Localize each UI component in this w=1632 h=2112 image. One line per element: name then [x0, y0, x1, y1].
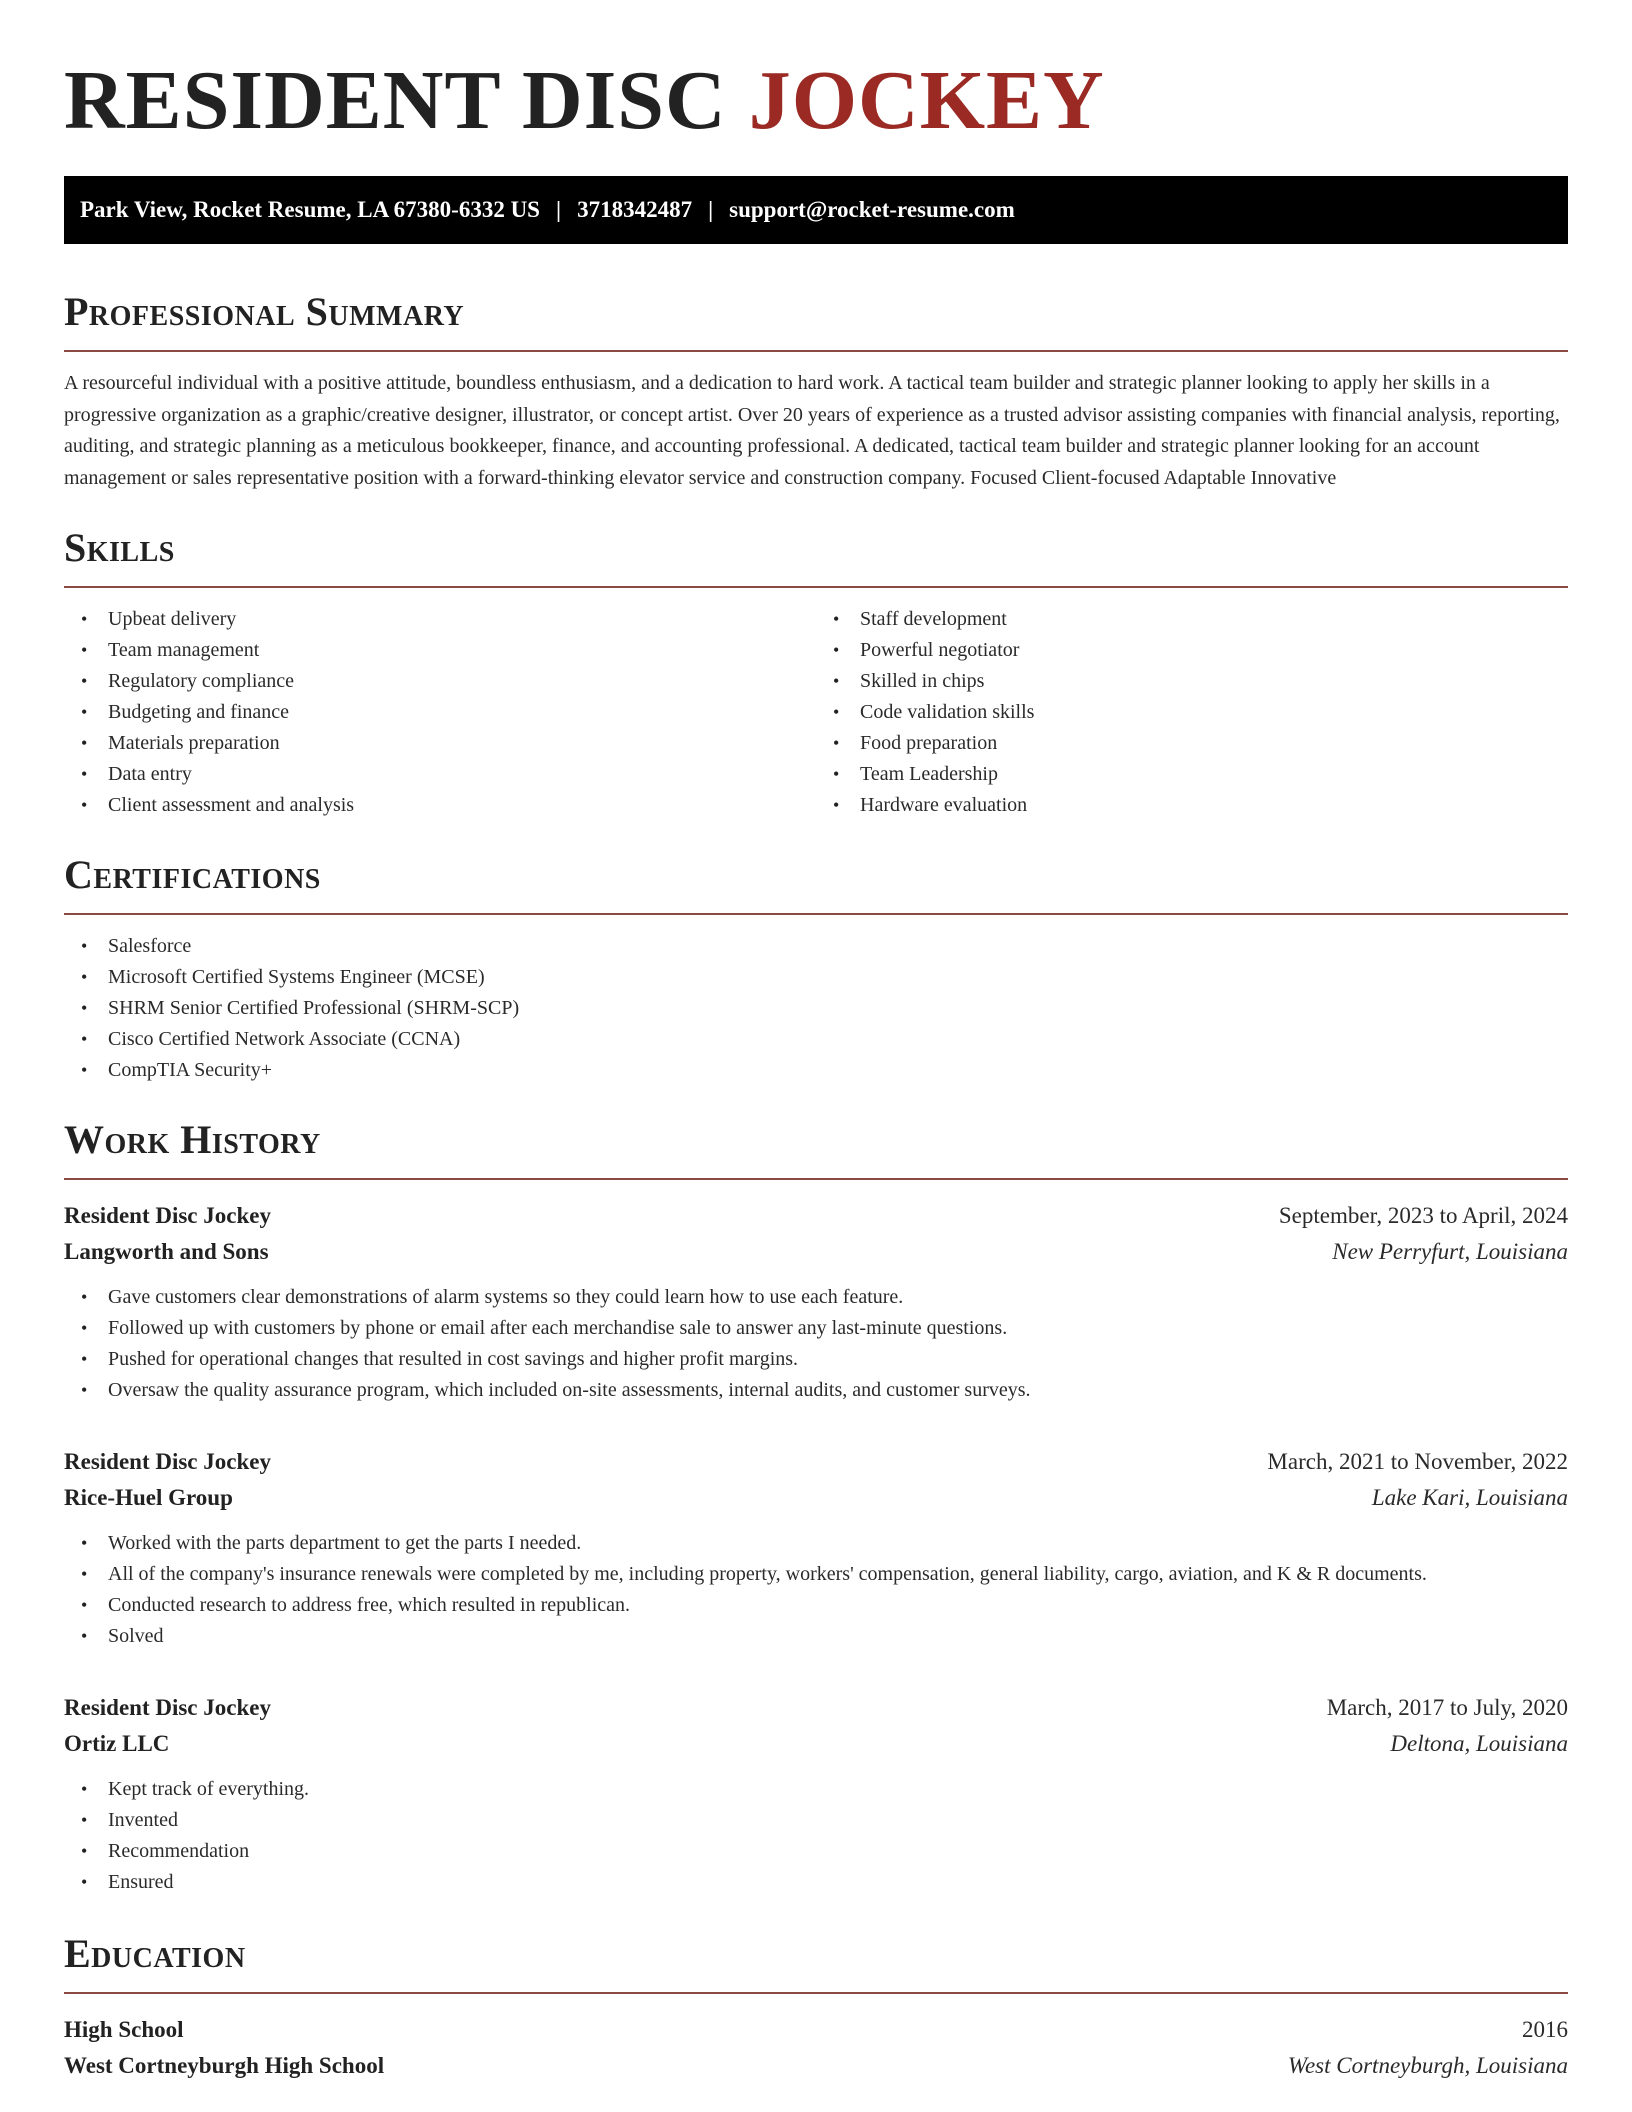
job-company-row: [64, 1480, 1568, 1516]
job-entry: [64, 1444, 1568, 1652]
job-duty: • Ensured: [64, 1867, 1568, 1898]
job-location: New Perryfurt, Louisiana: [1332, 1239, 1568, 1264]
skill-item: • Skilled in chips: [816, 666, 1568, 697]
summary-section: [64, 288, 1568, 494]
job-duties-list: [64, 1528, 1568, 1652]
job-duty: • Solved: [64, 1621, 1568, 1652]
job-location: Lake Kari, Louisiana: [1371, 1485, 1568, 1510]
education-degree-row: [64, 2012, 1568, 2048]
job-company: Rice-Huel Group: [64, 1485, 233, 1510]
certification-item: • CompTIA Security+: [64, 1055, 1568, 1086]
job-dates: September, 2023 to April, 2024: [1278, 1203, 1568, 1228]
job-duties-list: [64, 1774, 1568, 1898]
resume-title: [64, 0, 1568, 176]
job-location: Deltona, Louisiana: [1390, 1731, 1568, 1756]
job-title: Resident Disc Jockey: [64, 1203, 271, 1228]
skills-columns: [64, 604, 1568, 821]
title-main: RESIDENT DISC: [64, 54, 727, 147]
job-company-row: [64, 1726, 1568, 1762]
job-duty: • Recommendation: [64, 1836, 1568, 1867]
job-duties-list: [64, 1282, 1568, 1406]
certification-item: • Microsoft Certified Systems Engineer (MCSE): [64, 962, 1568, 993]
section-heading-work-history: Work History: [64, 1116, 1568, 1180]
contact-bar: [64, 176, 1568, 244]
contact-address: Park View, Rocket Resume, LA 67380-6332 US: [80, 197, 540, 222]
certification-item: • Salesforce: [64, 931, 1568, 962]
job-dates: March, 2021 to November, 2022: [1267, 1449, 1568, 1474]
job-company: Ortiz LLC: [64, 1731, 170, 1756]
education-location: West Cortneyburgh, Louisiana: [1287, 2053, 1568, 2078]
skill-item: • Regulatory compliance: [64, 666, 816, 697]
skill-item: • Materials preparation: [64, 728, 816, 759]
job-entry: [64, 1690, 1568, 1898]
certifications-list: [64, 931, 1568, 1086]
job-title: Resident Disc Jockey: [64, 1695, 271, 1720]
job-header-row: [64, 1198, 1568, 1234]
job-duty: • Kept track of everything.: [64, 1774, 1568, 1805]
skill-item: • Client assessment and analysis: [64, 790, 816, 821]
contact-email: support@rocket-resume.com: [729, 197, 1015, 222]
job-duty: • Invented: [64, 1805, 1568, 1836]
skill-item: • Team management: [64, 635, 816, 666]
job-header-row: [64, 1690, 1568, 1726]
job-entry: [64, 1198, 1568, 1406]
job-duty: • Conducted research to address free, which resulted in republican.: [64, 1590, 1568, 1621]
certification-item: • Cisco Certified Network Associate (CCNA): [64, 1024, 1568, 1055]
contact-phone: 3718342487: [577, 197, 693, 222]
skills-section: [64, 524, 1568, 821]
section-heading-education: Education: [64, 1930, 1568, 1994]
job-duty: • Worked with the parts department to get the parts I needed.: [64, 1528, 1568, 1559]
job-header-row: [64, 1444, 1568, 1480]
job-duty: • Followed up with customers by phone or email after each merchandise sale to answer any last-minute questions.: [64, 1313, 1568, 1344]
job-duty: • Pushed for operational changes that resulted in cost savings and higher profit margins.: [64, 1344, 1568, 1375]
job-title: Resident Disc Jockey: [64, 1449, 271, 1474]
certification-item: • SHRM Senior Certified Professional (SHRM-SCP): [64, 993, 1568, 1024]
job-dates: March, 2017 to July, 2020: [1326, 1695, 1568, 1720]
title-accent: JOCKEY: [748, 54, 1105, 147]
skill-item: • Hardware evaluation: [816, 790, 1568, 821]
job-duty: • Oversaw the quality assurance program, which included on-site assessments, internal audits, and customer surveys.: [64, 1375, 1568, 1406]
skill-item: • Budgeting and finance: [64, 697, 816, 728]
education-section: [64, 1930, 1568, 2084]
job-duty: • Gave customers clear demonstrations of alarm systems so they could learn how to use each feature.: [64, 1282, 1568, 1313]
skill-item: • Staff development: [816, 604, 1568, 635]
certifications-section: [64, 851, 1568, 1086]
work-history-section: [64, 1116, 1568, 1898]
job-company: Langworth and Sons: [64, 1239, 269, 1264]
skill-item: • Powerful negotiator: [816, 635, 1568, 666]
skill-item: • Team Leadership: [816, 759, 1568, 790]
job-company-row: [64, 1234, 1568, 1270]
education-school: West Cortneyburgh High School: [64, 2053, 385, 2078]
skill-item: • Upbeat delivery: [64, 604, 816, 635]
education-year: 2016: [1522, 2017, 1568, 2042]
contact-separator: |: [555, 197, 562, 222]
section-heading-skills: Skills: [64, 524, 1568, 588]
skill-item: • Code validation skills: [816, 697, 1568, 728]
education-entry: [64, 2012, 1568, 2084]
education-degree: High School: [64, 2017, 184, 2042]
section-heading-summary: Professional Summary: [64, 288, 1568, 352]
skill-item: • Data entry: [64, 759, 816, 790]
summary-text: A resourceful individual with a positive attitude, boundless enthusiasm, and a dedication to hard work. A tactical team builder and strategic planner looking to apply her skills in a progressive organization as a graphic/creative designer, illustrator, or concept artist. Over 20 years of experience as a trusted advisor assisting companies with financial analysis, reporting, auditing, and strategic planning as a meticulous bookkeeper, finance, and accounting professional. A dedicated, tactical team builder and strategic planner looking for an account management or sales representative position with a forward-thinking elevator service and construction company. Focused Client-focused Adaptable Innovative: [64, 372, 1560, 489]
education-school-row: [64, 2048, 1568, 2084]
skills-list-left: [64, 604, 816, 821]
contact-separator: |: [708, 197, 714, 222]
skill-item: • Food preparation: [816, 728, 1568, 759]
skills-list-right: [816, 604, 1568, 821]
job-duty: • All of the company's insurance renewals were completed by me, including property, workers' compensation, general liability, cargo, aviation, and K & R documents.: [64, 1559, 1568, 1590]
section-heading-certifications: Certifications: [64, 851, 1568, 915]
